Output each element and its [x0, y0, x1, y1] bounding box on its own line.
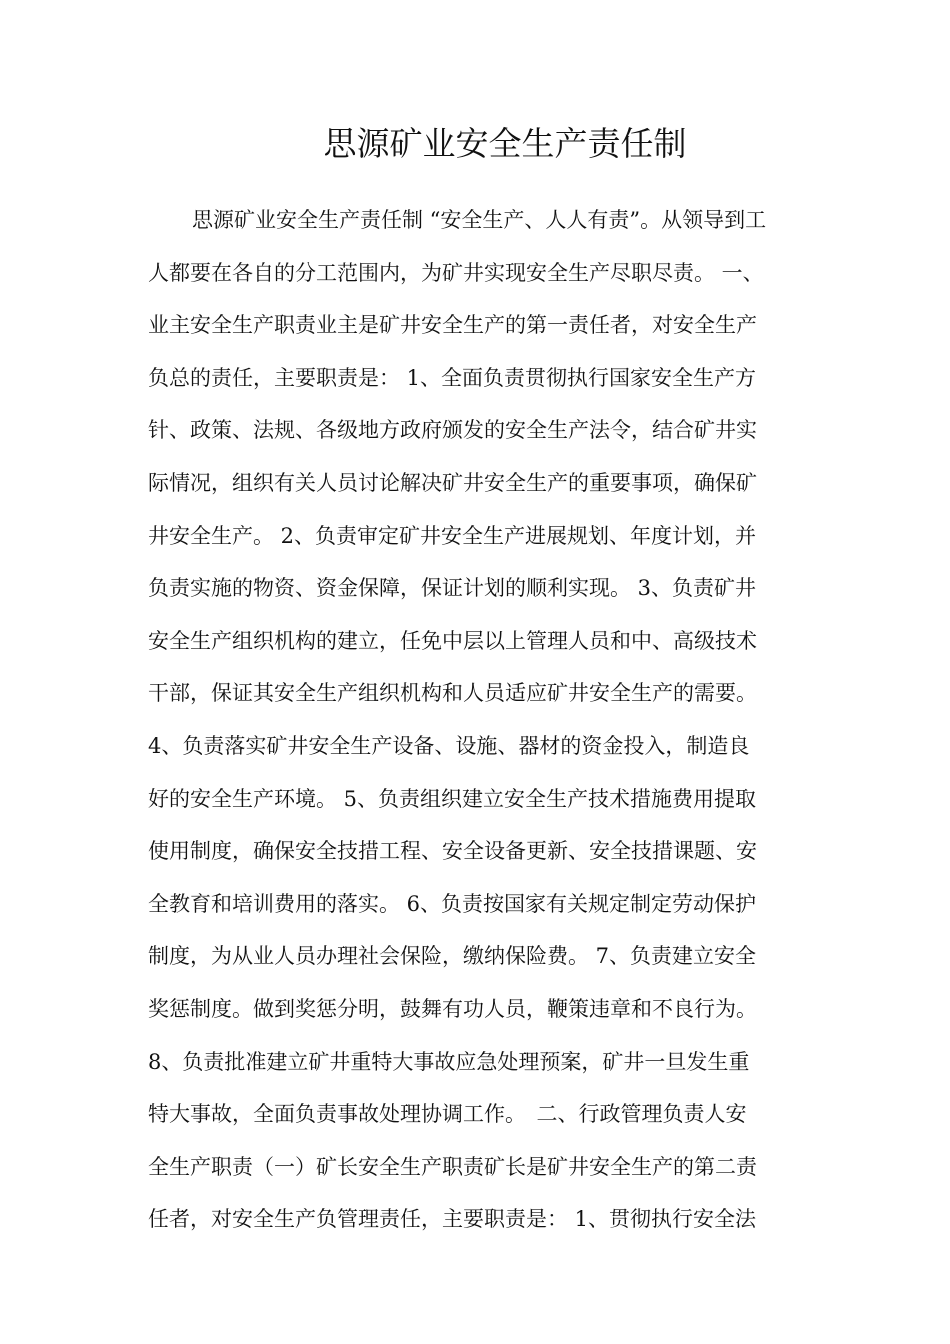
body-line: 8、负责批准建立矿井重特大事故应急处理预案，矿井一旦发生重: [148, 1049, 750, 1074]
body-line: 全教育和培训费用的落实。 6、负责按国家有关规定制定劳动保护: [148, 891, 757, 916]
body-line: 4、负责落实矿井安全生产设备、设施、器材的资金投入，制造良: [148, 733, 750, 758]
body-line: 全生产职责（一）矿长安全生产职责矿长是矿井安全生产的第二责: [148, 1154, 757, 1179]
body-line: 奖惩制度。做到奖惩分明，鼓舞有功人员，鞭策违章和不良行为。: [148, 996, 757, 1021]
body-line: 针、政策、法规、各级地方政府颁发的安全生产法令，结合矿井实: [148, 418, 757, 443]
body-line: 负总的责任，主要职责是： 1、全面负责贯彻执行国家安全生产方: [148, 365, 757, 390]
body-line: 干部，保证其安全生产组织机构和人员适应矿井安全生产的需要。: [148, 681, 757, 706]
body-line: 思源矿业安全生产责任制 “安全生产、人人有责”。从领导到工: [192, 208, 767, 232]
body-line: 际情况，组织有关人员讨论解决矿井安全生产的重要事项，确保矿: [148, 470, 757, 495]
body-line: 井安全生产。 2、负责审定矿井安全生产进展规划、年度计划，并: [148, 523, 757, 548]
document-body: [148, 194, 808, 1246]
document-title: 思源矿业安全生产责任制: [323, 124, 687, 163]
body-line: 制度，为从业人员办理社会保险，缴纳保险费。 7、负责建立安全: [148, 944, 757, 969]
body-line: 安全生产组织机构的建立，任免中层以上管理人员和中、高级技术: [148, 628, 757, 653]
body-line: 负责实施的物资、资金保障，保证计划的顺利实现。 3、负责矿井: [148, 576, 757, 601]
body-line: 人都要在各自的分工范围内，为矿井实现安全生产尽职尽责。 一、: [148, 260, 764, 285]
body-line: 任者，对安全生产负管理责任，主要职责是： 1、贯彻执行安全法: [148, 1207, 757, 1232]
body-line: 好的安全生产环境。 5、负责组织建立安全生产技术措施费用提取: [148, 786, 757, 811]
body-line: 业主安全生产职责业主是矿井安全生产的第一责任者，对安全生产: [148, 313, 757, 338]
body-line: 特大事故，全面负责事故处理协调工作。 二、行政管理负责人安: [148, 1102, 747, 1127]
body-line: 使用制度，确保安全技措工程、安全设备更新、安全技措课题、安: [148, 839, 757, 864]
